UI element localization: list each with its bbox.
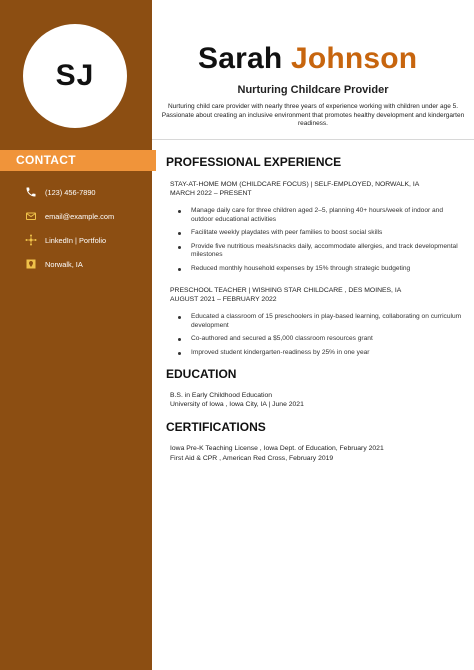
job-bullets [170, 207, 466, 279]
contact-location [24, 252, 148, 276]
location-icon [24, 258, 37, 271]
job-title-line: PRESCHOOL TEACHER | WISHING STAR CHILDCARE , DES MOINES, IA [170, 287, 402, 294]
network-icon [24, 234, 37, 247]
education-heading: EDUCATION [166, 367, 237, 381]
certification-item: Iowa Pre-K Teaching License , Iowa Dept. of Education, February 2021 [170, 445, 384, 452]
contact-links-text: LinkedIn | Portfolio [45, 235, 107, 245]
summary: Nurturing child care provider with nearly three years of experience working with children under age 5. Passionate about creating an inclusive environment that promotes healthy development and kindergarten readiness. [161, 103, 465, 128]
certifications-heading: CERTIFICATIONS [166, 420, 266, 434]
list-item: Reduced monthly household expenses by 15% through strategic budgeting [170, 265, 466, 274]
contact-email[interactable] [24, 204, 148, 228]
job-title-line: STAY-AT-HOME MOM (CHILDCARE FOCUS) | SELF-EMPLOYED, NORWALK, IA [170, 181, 420, 188]
degree: B.S. in Early Childhood Education [170, 392, 273, 399]
contact-phone-text: (123) 456-7890 [45, 187, 96, 197]
last-name: Johnson [290, 42, 418, 75]
contact-email-text: email@example.com [45, 211, 115, 221]
monogram-avatar: SJ [23, 24, 127, 128]
job-dates: MARCH 2022 – PRESENT [170, 190, 252, 197]
contact-links[interactable] [24, 228, 148, 252]
school: University of Iowa , Iowa City, IA | June 2021 [170, 401, 304, 408]
list-item: Educated a classroom of 15 preschoolers in play-based learning, collaborating on curriculum development [170, 313, 466, 330]
phone-icon [24, 186, 37, 199]
certifications-list [170, 444, 466, 463]
contact-phone [24, 180, 148, 204]
first-name: Sarah [198, 42, 283, 75]
education-details [170, 391, 466, 409]
list-item: Provide five nutritious meals/snacks daily, accommodate allergies, and track developmental milestones [170, 243, 466, 260]
list-item: Co-authored and secured a $5,000 classroom resources grant [170, 335, 466, 344]
list-item: Facilitate weekly playdates with peer families to boost social skills [170, 229, 466, 238]
job-dates: AUGUST 2021 – FEBRUARY 2022 [170, 296, 277, 303]
job-header [170, 180, 466, 198]
job-title: Nurturing Childcare Provider [237, 84, 389, 96]
job-bullets [170, 313, 466, 362]
full-name [198, 42, 458, 76]
contact-heading: CONTACT [0, 150, 156, 171]
experience-heading: PROFESSIONAL EXPERIENCE [166, 155, 342, 169]
job-header [170, 286, 466, 304]
contact-location-text: Norwalk, IA [45, 259, 83, 269]
contact-list [24, 180, 148, 276]
email-icon [24, 210, 37, 223]
list-item: Manage daily care for three children aged 2–5, planning 40+ hours/week of indoor and outdoor educational activities [170, 207, 466, 224]
certification-item: First Aid & CPR , American Red Cross, February 2019 [170, 455, 334, 462]
list-item: Improved student kindergarten-readiness by 25% in one year [170, 349, 466, 358]
divider [152, 139, 474, 140]
